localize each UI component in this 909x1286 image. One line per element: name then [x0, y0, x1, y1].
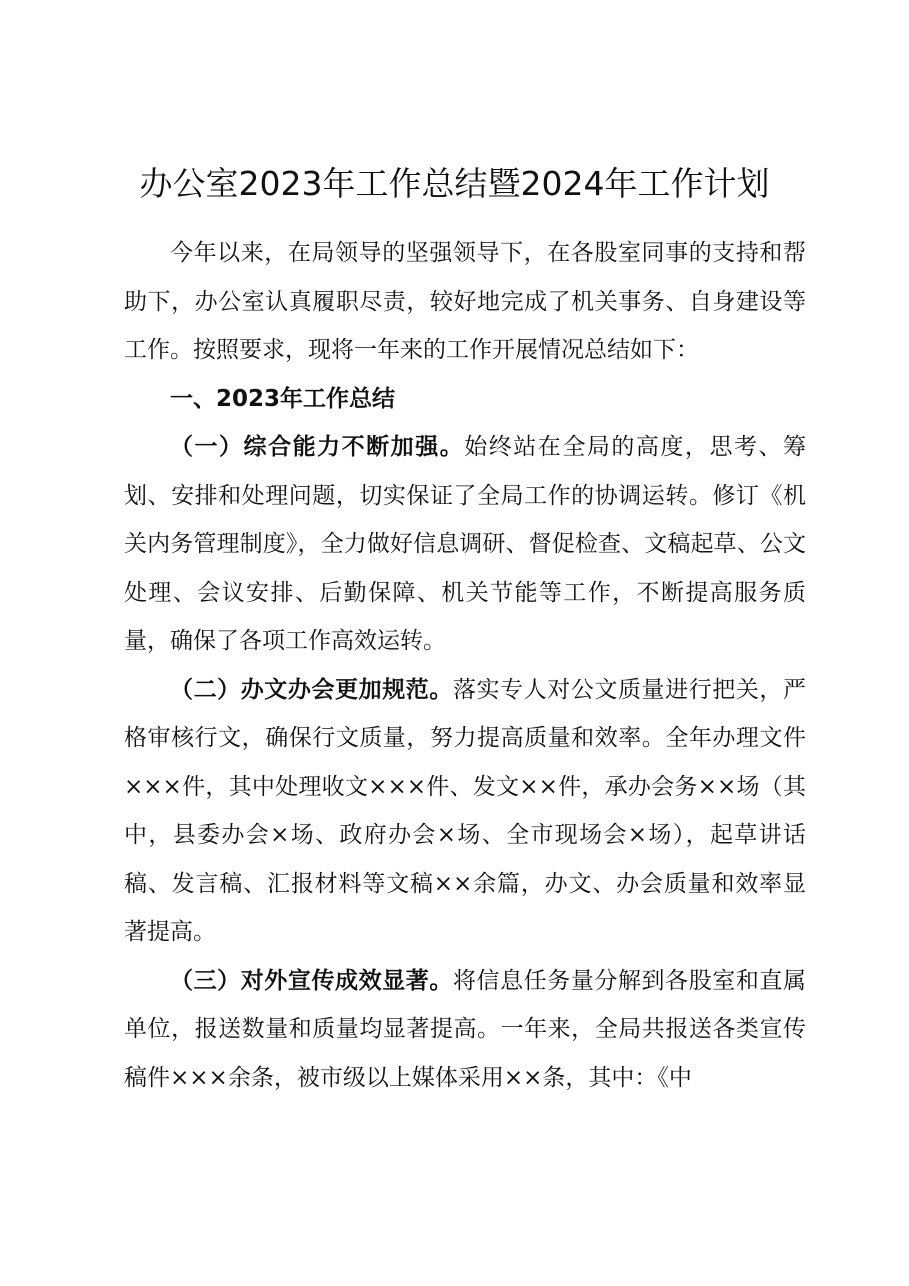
document-body [124, 229, 806, 1102]
item-text: 将信息任务量分解到各股室和直属单位，报送数量和质量均显著提高。一年来，全局共报送各类宣传稿件×××余条，被市级以上媒体采用××条，其中：《中 [124, 967, 807, 1091]
item-heading: （二）办文办会更加规范。 [170, 675, 453, 703]
paragraph-item-3 [124, 957, 806, 1103]
item-text: 始终站在全局的高度，思考、筹划、安排和处理问题，切实保证了全局工作的协调运转。修订《机关内务管理制度》，全力做好信息调研、督促检查、文稿起草、公文处理、会议安排、后勤保障、机关节能等工作，不断提高服务质量，确保了各项工作高效运转。 [124, 434, 807, 654]
item-text: 落实专人对公文质量进行把关，严格审核行文，确保行文质量，努力提高质量和效率。全年办理文件×××件，其中处理收文×××件、发文××件，承办会务××场（其中，县委办会×场、政府办会×场、全市现场会×场），起草讲话稿、发言稿、汇报材料等文稿××余篇，办文、办会质量和效率显著提高。 [124, 676, 807, 945]
section-heading: 一、2023年工作总结 [170, 385, 396, 412]
intro-paragraph: 今年以来，在局领导的坚强领导下，在各股室同事的支持和帮助下，办公室认真履职尽责，较好地完成了机关事务、自身建设等工作。按照要求，现将一年来的工作开展情况总结如下： [124, 240, 806, 363]
item-heading: （三）对外宣传成效显著。 [170, 966, 453, 994]
paragraph-item-2 [124, 666, 806, 957]
document-title: 办公室2023年工作总结暨2024年工作计划 [139, 164, 770, 203]
paragraph-item-1 [124, 423, 806, 666]
item-heading: （一）综合能力不断加强。 [170, 433, 465, 460]
